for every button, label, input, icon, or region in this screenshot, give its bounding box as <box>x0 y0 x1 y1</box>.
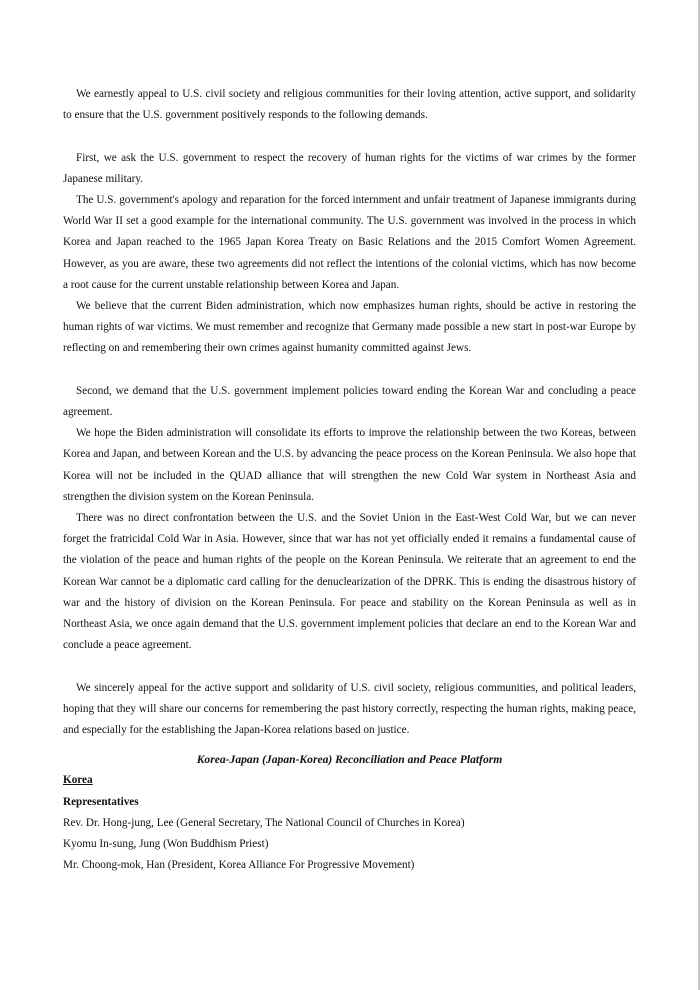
second-demand-paragraph-1: Second, we demand that the U.S. government implement policies toward ending the Korean War and concluding a peace agreement. <box>63 384 636 419</box>
paragraph-gap <box>63 656 636 677</box>
paragraph-gap <box>63 126 636 147</box>
paragraph-gap <box>63 360 636 381</box>
second-demand-paragraph-3: There was no direct confrontation between the U.S. and the Soviet Union in the East-West Cold War, but we can never forget the fratricidal Cold War in Asia. However, since that war has not yet officially ended it remains a fundamental cause of the violation of the peace and human rights of the people on the Korean Peninsula. We reiterate that an agreement to end the Korean War cannot be a diplomatic card calling for the denuclearization of the DPRK. This is ending the disastrous history of war and the history of division on the Korean Peninsula. For peace and stability on the Korean Peninsula as well as in Northeast Asia, we once again demand that the U.S. government implement policies that declare an end to the Korean War and conclude a peace agreement. <box>63 512 636 652</box>
document-page <box>63 84 636 876</box>
intro-paragraph: We earnestly appeal to U.S. civil society and religious communities for their loving attention, active support, and solidarity to ensure that the U.S. government positively responds to the following demands. <box>63 88 636 122</box>
korea-section-heading: Korea <box>63 774 93 787</box>
representative-entry: Kyomu In-sung, Jung (Won Buddhism Priest) <box>63 838 269 851</box>
closing-paragraph: We sincerely appeal for the active support and solidarity of U.S. civil society, religious communities, and political leaders, hoping that they will share our concerns for remembering the past history correctly, respecting the human rights, making peace, and especially for the establishing the Japan-Korea relations based on justice. <box>63 681 636 737</box>
representative-entry: Rev. Dr. Hong-jung, Lee (General Secretary, The National Council of Churches in Korea) <box>63 816 465 829</box>
second-demand-paragraph-2: We hope the Biden administration will consolidate its efforts to improve the relationship between the two Koreas, between Korea and Japan, and between Korean and the U.S. by advancing the peace process on the Korean Peninsula. We also hope that Korea will not be included in the QUAD alliance that will strengthen the new Cold War system in Northeast Asia and strengthen the division system on the Korean Peninsula. <box>63 427 636 503</box>
representatives-heading: Representatives <box>63 795 139 808</box>
first-demand-paragraph-2: The U.S. government's apology and reparation for the forced internment and unfair treatment of Japanese immigrants during World War II set a good example for the international community. The U.S. government was involved in the process in which Korea and Japan reached to the 1965 Japan Korea Treaty on Basic Relations and the 2015 Comfort Women Agreement. However, as you are aware, these two agreements did not reflect the intentions of the colonial victims, which has now become a root cause for the current unstable relationship between Korea and Japan. <box>63 194 636 291</box>
first-demand-paragraph-3: We believe that the current Biden administration, which now emphasizes human rights, should be active in restoring the human rights of war victims. We must remember and recognize that Germany made possible a new start in post-war Europe by reflecting on and remembering their own crimes against humanity committed against Jews. <box>63 300 636 355</box>
platform-title: Korea-Japan (Japan-Korea) Reconciliation and Peace Platform <box>196 753 503 767</box>
first-demand-paragraph-1: First, we ask the U.S. government to respect the recovery of human rights for the victims of war crimes by the former Japanese military. <box>63 151 636 185</box>
representative-entry: Mr. Choong-mok, Han (President, Korea Alliance For Progressive Movement) <box>63 859 415 872</box>
